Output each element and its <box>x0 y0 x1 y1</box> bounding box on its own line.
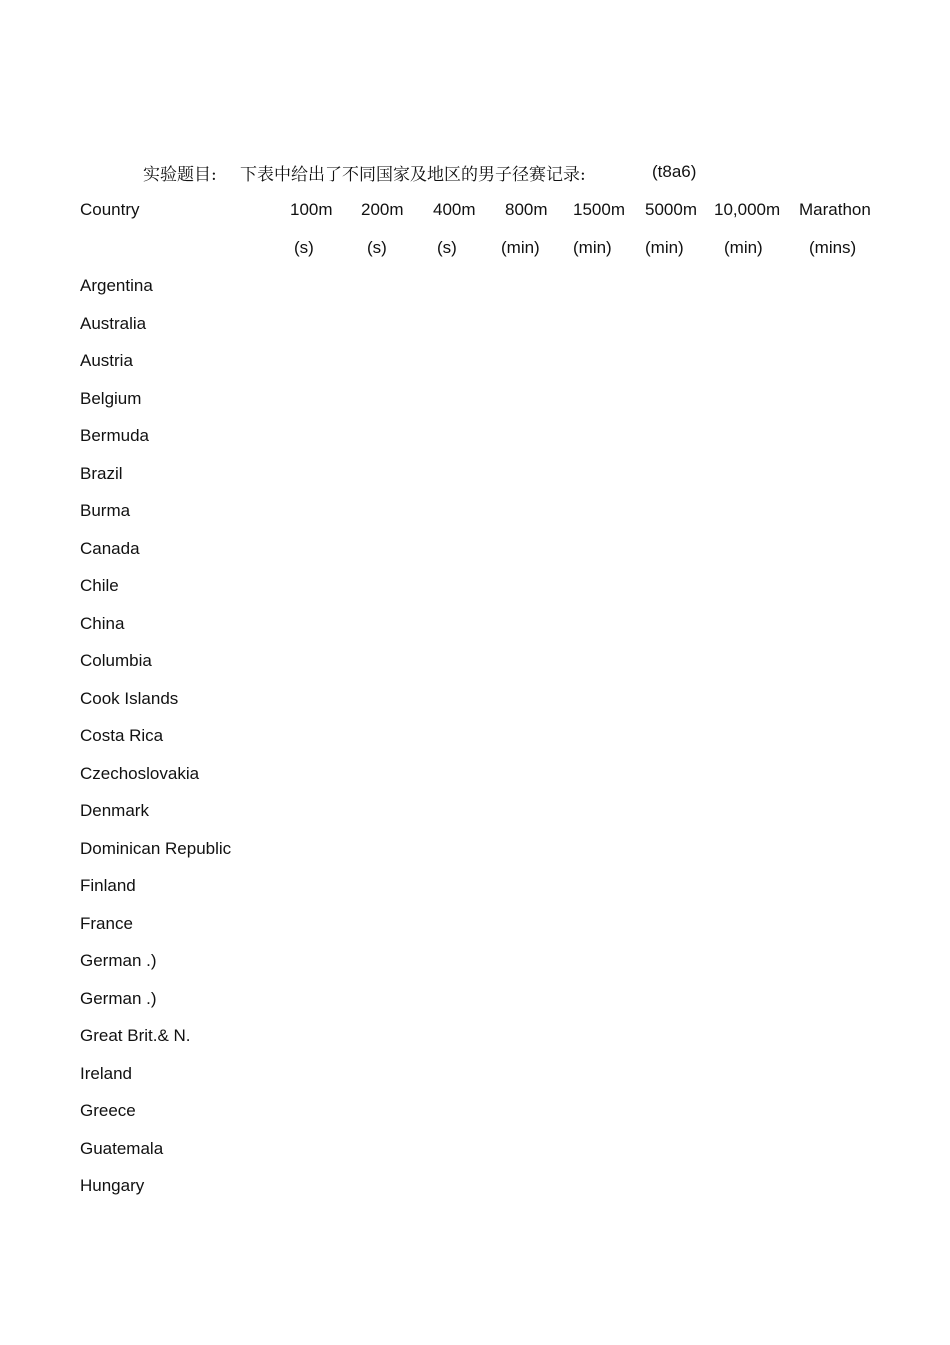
title-prefix: 实验题目: <box>143 165 217 185</box>
country-row: Dominican Republic <box>80 838 232 858</box>
column-header-800m: 800m <box>505 200 548 219</box>
column-header-5000m: 5000m <box>645 200 697 219</box>
country-row: Ireland <box>80 1063 132 1083</box>
country-row: Columbia <box>80 651 152 670</box>
title-code: (t8a6) <box>652 162 697 181</box>
column-unit-400m: (s) <box>437 238 457 257</box>
country-row: Bermuda <box>80 426 149 445</box>
country-row: Finland <box>80 876 136 895</box>
column-unit-1500m: (min) <box>573 238 612 257</box>
document-title <box>0 160 950 186</box>
country-header: Country <box>80 200 140 219</box>
country-row: Czechoslovakia <box>80 763 200 783</box>
column-unit-marathon: (mins) <box>809 238 857 257</box>
country-row: China <box>80 613 125 633</box>
country-row: Chile <box>80 576 119 595</box>
country-row: Burma <box>80 501 131 520</box>
country-row: Brazil <box>80 463 123 483</box>
column-unit-5000m: (min) <box>645 238 684 257</box>
country-row: Hungary <box>80 1176 145 1195</box>
table-header-names <box>0 200 950 224</box>
country-row: Denmark <box>80 801 149 820</box>
country-row: Greece <box>80 1101 136 1120</box>
column-header-marathon: Marathon <box>799 200 871 219</box>
column-unit-10000m: (min) <box>724 238 763 257</box>
country-row: Costa Rica <box>80 726 164 745</box>
column-header-10000m: 10,000m <box>714 200 781 219</box>
column-header-400m: 400m <box>433 200 476 219</box>
country-row: Guatemala <box>80 1138 164 1158</box>
table-header-units <box>0 238 950 262</box>
country-row: Canada <box>80 538 140 558</box>
column-header-100m: 100m <box>290 200 333 219</box>
column-header-200m: 200m <box>361 200 404 219</box>
country-row: German .) <box>80 951 157 970</box>
column-unit-200m: (s) <box>367 238 387 257</box>
country-row: Australia <box>80 313 147 333</box>
country-row: Argentina <box>80 276 153 295</box>
title-text: 下表中给出了不同国家及地区的男子径赛记录: <box>240 165 586 185</box>
country-row: Great Brit.& N. <box>80 1026 191 1045</box>
country-list <box>80 276 231 1214</box>
country-row: Austria <box>80 351 133 370</box>
country-row: German .) <box>80 988 157 1008</box>
column-unit-100m: (s) <box>294 238 314 257</box>
column-unit-800m: (min) <box>501 238 540 257</box>
column-header-1500m: 1500m <box>573 200 625 219</box>
country-row: Cook Islands <box>80 688 179 708</box>
country-row: France <box>80 913 133 933</box>
country-row: Belgium <box>80 388 142 408</box>
